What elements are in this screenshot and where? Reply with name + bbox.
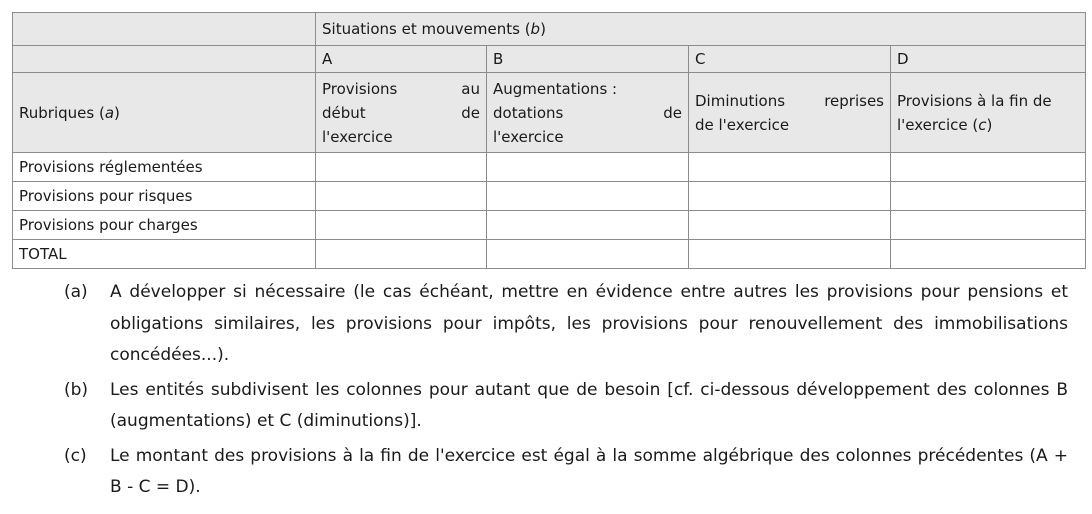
cell-empty	[316, 240, 487, 269]
column-letter-c: C	[689, 46, 891, 73]
cell-empty	[316, 211, 487, 240]
row-label: Provisions pour charges	[13, 211, 316, 240]
table-row	[13, 211, 1086, 240]
rubriques-header: Rubriques (a)	[13, 73, 316, 153]
header-augmentations: Augmentations : dotations de l'exercice	[487, 73, 689, 153]
footnote-c	[64, 441, 1068, 504]
footnotes	[64, 277, 1068, 507]
footnote-b	[64, 375, 1068, 438]
cell-empty	[689, 182, 891, 211]
cell-empty	[487, 182, 689, 211]
cell-empty	[689, 240, 891, 269]
row-label: Provisions pour risques	[13, 182, 316, 211]
cell-empty	[689, 153, 891, 182]
corner-cell-2	[13, 46, 316, 73]
header-provisions-debut: Provisions au début de l'exercice	[316, 73, 487, 153]
corner-cell	[13, 13, 316, 46]
cell-empty	[487, 153, 689, 182]
table-row	[13, 182, 1086, 211]
footnote-marker: (a)	[64, 282, 88, 302]
table-row	[13, 153, 1086, 182]
row-label: TOTAL	[13, 240, 316, 269]
footnote-text: A développer si nécessaire (le cas échéant, mettre en évidence entre autres les provisions pour pensions et obligations similaires, les provisions pour impôts, les provisions pour renouvellement des immobilisations concédées...).	[110, 282, 1068, 365]
row-label: Provisions réglementées	[13, 153, 316, 182]
column-letter-a: A	[316, 46, 487, 73]
cell-empty	[891, 182, 1086, 211]
group-header-cell: Situations et mouvements (b)	[316, 13, 1086, 46]
header-diminutions: Diminutions reprises de l'exercice	[689, 73, 891, 153]
cell-empty	[689, 211, 891, 240]
footnote-a	[64, 277, 1068, 372]
table-row	[13, 240, 1086, 269]
footnote-marker: (c)	[64, 445, 87, 466]
footnote-text: Le montant des provisions à la fin de l'exercice est égal à la somme algébrique des colonnes précédentes (A + B - C = D).	[110, 445, 1068, 497]
column-letter-d: D	[891, 46, 1086, 73]
cell-empty	[316, 182, 487, 211]
provisions-table	[12, 12, 1086, 269]
footnote-marker: (b)	[64, 379, 89, 400]
cell-empty	[487, 240, 689, 269]
cell-empty	[316, 153, 487, 182]
cell-empty	[891, 153, 1086, 182]
cell-empty	[487, 211, 689, 240]
header-provisions-fin: Provisions à la fin de l'exercice (c)	[891, 73, 1086, 153]
column-letter-b: B	[487, 46, 689, 73]
cell-empty	[891, 211, 1086, 240]
cell-empty	[891, 240, 1086, 269]
footnote-text: Les entités subdivisent les colonnes pour autant que de besoin [cf. ci-dessous développement des colonnes B (augmentations) et C (diminutions)].	[110, 379, 1068, 431]
